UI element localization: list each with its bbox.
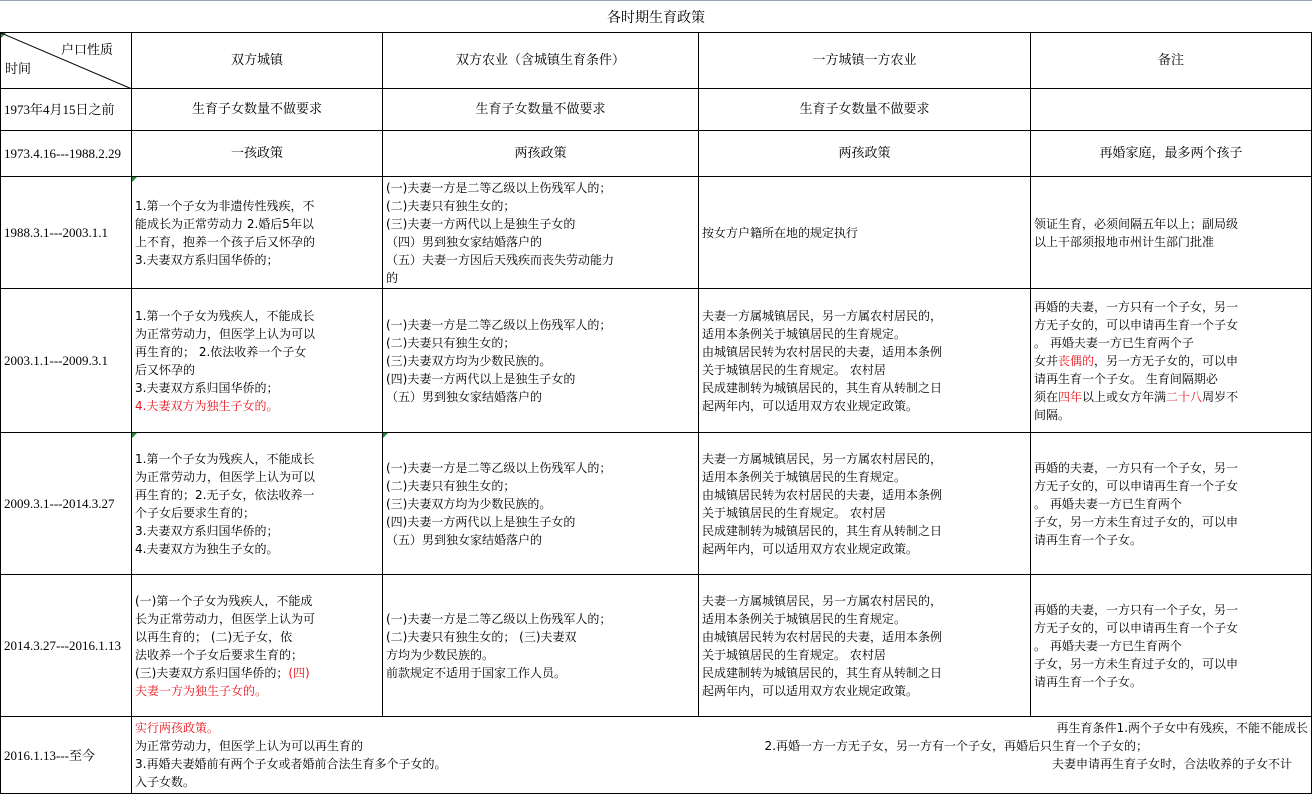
policy-cell[interactable] — [383, 575, 699, 717]
time-cell[interactable]: 1973.4.16---1988.2.29 — [1, 131, 132, 177]
policy-cell[interactable]: 两孩政策 — [699, 131, 1031, 177]
policy-cell[interactable]: 生育子女数量不做要求 — [699, 89, 1031, 131]
merged-line — [135, 719, 1308, 737]
cell-line: 后又怀孕的 — [135, 362, 196, 377]
cell-line — [1034, 388, 1308, 406]
cell-line: 适用本条例关于城镇居民的生育规定。 — [702, 469, 907, 484]
cell-line: (一)夫妻一方是二等乙级以上伤残军人的； — [386, 611, 612, 626]
cell-line: (三)夫妻一方两代以上是独生子女的 — [386, 216, 576, 231]
text-run: 再生育条件1.两个子女中有残疾，不能不能成长 — [1056, 721, 1308, 735]
text-run: 周岁不 — [1202, 389, 1239, 404]
cell-line: 3.夫妻双方系归国华侨的； — [135, 252, 279, 267]
policy-cell[interactable]: 一孩政策 — [132, 131, 383, 177]
policy-cell[interactable] — [699, 433, 1031, 575]
policy-table — [0, 32, 1312, 794]
policy-cell[interactable] — [699, 289, 1031, 433]
policy-cell[interactable] — [132, 433, 383, 575]
text-run: 女并 — [1034, 353, 1059, 368]
merged-line — [135, 755, 1308, 773]
policy-cell[interactable] — [132, 575, 383, 717]
time-cell[interactable]: 1988.3.1---2003.1.1 — [1, 177, 132, 289]
cell-line: 长为正常劳动力，但医学上认为可 — [135, 611, 316, 626]
policy-cell[interactable] — [383, 433, 699, 575]
table-row — [1, 131, 1312, 177]
text-run: ，另一方无子女的，可以申 — [1094, 353, 1239, 368]
cell-line — [135, 664, 379, 682]
notes-cell[interactable] — [1031, 433, 1312, 575]
text-run-highlight: 二十八 — [1166, 389, 1203, 404]
header-col-both-rural[interactable]: 双方农业（含城镇生育条件） — [383, 33, 699, 89]
cell-line: 上不育，抱养一个孩子后又怀孕的 — [135, 234, 316, 249]
cell-line: 由城镇居民转为农村居民的夫妻，适用本条例 — [702, 629, 943, 644]
cell-line: 3.夫妻双方系归国华侨的； — [135, 523, 279, 538]
cell-line-highlight: 4.夫妻双方为独生子女的。 — [135, 398, 279, 413]
cell-line: (二)夫妻只有独生女的； — [386, 198, 516, 213]
cell-line: 再生育的；2.无子女，依法收养一 — [135, 487, 315, 502]
time-cell[interactable]: 2009.3.1---2014.3.27 — [1, 433, 132, 575]
cell-line: 起两年内，可以适用双方农业规定政策。 — [702, 683, 919, 698]
cell-line: 前款规定不适用于国家工作人员。 — [386, 665, 567, 680]
text-run-highlight: 四年 — [1058, 389, 1083, 404]
cell-line: 关于城镇居民的生育规定。 农村居 — [702, 505, 886, 520]
notes-cell[interactable]: 再婚家庭，最多两个孩子 — [1031, 131, 1312, 177]
cell-line: (一)夫妻一方是二等乙级以上伤残军人的； — [386, 317, 612, 332]
cell-line: 关于城镇居民的生育规定。 农村居 — [702, 362, 886, 377]
notes-cell[interactable] — [1031, 177, 1312, 289]
policy-cell[interactable]: 生育子女数量不做要求 — [132, 89, 383, 131]
cell-line: （四）男到独女家结婚落户的 — [386, 234, 543, 249]
merged-policy-cell[interactable] — [132, 717, 1312, 794]
policy-cell[interactable]: 按女方户籍所在地的规定执行 — [699, 177, 1031, 289]
cell-line: 子女，另一方未生育过子女的，可以申 — [1034, 514, 1239, 529]
cell-line: 方均为少数民族的。 — [386, 647, 495, 662]
table-row — [1, 433, 1312, 575]
cell-line: (一)夫妻一方是二等乙级以上伤残军人的； — [386, 460, 612, 475]
text-run-highlight: (四) — [288, 665, 310, 680]
cell-line: 再婚的夫妻，一方只有一个子女，另一 — [1034, 602, 1239, 617]
header-col-notes[interactable]: 备注 — [1031, 33, 1312, 89]
policy-cell[interactable] — [383, 177, 699, 289]
sheet-title: 各时期生育政策 — [0, 0, 1312, 32]
cell-line: 民成建制转为城镇居民的，其生育从转制之日 — [702, 665, 943, 680]
cell-line: 子女，另一方未生育过子女的，可以申 — [1034, 656, 1239, 671]
cell-line: (二)夫妻只有独生女的； — [386, 335, 516, 350]
cell-line: （五）男到独女家结婚落户的 — [386, 532, 543, 547]
policy-cell[interactable]: 生育子女数量不做要求 — [383, 89, 699, 131]
table-row — [1, 289, 1312, 433]
policy-cell[interactable] — [699, 575, 1031, 717]
cell-line: 再生育的； 2.依法收养一个子女 — [135, 344, 307, 359]
cell-line: 4.夫妻双方为独生子女的。 — [135, 541, 279, 556]
cell-line: （五）男到独女家结婚落户的 — [386, 389, 543, 404]
text-run: 须在 — [1034, 389, 1059, 404]
notes-cell[interactable] — [1031, 289, 1312, 433]
cell-line: 1.第一个子女为残疾人，不能成长 — [135, 308, 315, 323]
text-run: 为正常劳动力，但医学上认为可以再生育的 — [135, 739, 364, 753]
cell-line: 以再生育的； (二)无子女，依 — [135, 629, 293, 644]
cell-line: 个子女后要求生育的； — [135, 505, 256, 520]
cell-line: (四)夫妻一方两代以上是独生子女的 — [386, 514, 576, 529]
cell-line: 民成建制转为城镇居民的，其生育从转制之日 — [702, 523, 943, 538]
cell-line: 由城镇居民转为农村居民的夫妻，适用本条例 — [702, 344, 943, 359]
policy-cell[interactable] — [383, 289, 699, 433]
cell-line — [1034, 352, 1308, 370]
cell-line: (一)夫妻一方是二等乙级以上伤残军人的； — [386, 180, 612, 195]
cell-line: 方无子女的，可以申请再生育一个子女 — [1034, 478, 1239, 493]
cell-line: 关于城镇居民的生育规定。 农村居 — [702, 647, 886, 662]
cell-line: 夫妻一方属城镇居民，另一方属农村居民的， — [702, 593, 943, 608]
table-row — [1, 717, 1312, 794]
text-run: 3.再婚夫妻婚前有两个子女或者婚前合法生育多个子女的。 — [135, 757, 447, 771]
comment-marker — [132, 177, 137, 182]
header-col-both-urban[interactable]: 双方城镇 — [132, 33, 383, 89]
time-cell[interactable]: 2003.1.1---2009.3.1 — [1, 289, 132, 433]
cell-line: 领证生育，必须间隔五年以上；副局级 — [1034, 216, 1239, 231]
merged-line: 入子女数。 — [135, 775, 196, 789]
cell-line: 1.第一个子女为非遗传性残疾，不 — [135, 198, 315, 213]
cell-line: (三)夫妻双方均为少数民族的。 — [386, 496, 552, 511]
cell-line: 法收养一个子女后要求生育的； — [135, 647, 304, 662]
cell-line: (四)夫妻一方两代以上是独生子女的 — [386, 371, 576, 386]
cell-line: 为正常劳动力，但医学上认为可以 — [135, 326, 316, 341]
cell-line: 方无子女的，可以申请再生育一个子女 — [1034, 620, 1239, 635]
cell-line: 能成长为正常劳动力 2.婚后5年以 — [135, 216, 314, 231]
cell-line: 。 再婚夫妻一方已生育两个 — [1034, 638, 1182, 653]
policy-cell[interactable]: 两孩政策 — [383, 131, 699, 177]
table-row — [1, 177, 1312, 289]
cell-line: 适用本条例关于城镇居民的生育规定。 — [702, 326, 907, 341]
cell-line: (一)第一个子女为残疾人，不能成 — [135, 593, 313, 608]
merged-line — [135, 737, 1308, 755]
table-row — [1, 89, 1312, 131]
cell-line: 请再生育一个子女。 — [1034, 674, 1143, 689]
text-run: 2.再婚一方一方无子女，另一方有一个子女，再婚后只生育一个子女的； — [764, 739, 1148, 753]
cell-line: 方无子女的，可以申请再生育一个子女 — [1034, 317, 1239, 332]
cell-line: 1.第一个子女为残疾人，不能成长 — [135, 451, 315, 466]
cell-line: 适用本条例关于城镇居民的生育规定。 — [702, 611, 907, 626]
time-cell[interactable]: 2016.1.13---至今 — [1, 717, 132, 794]
cell-line: 为正常劳动力，但医学上认为可以 — [135, 469, 316, 484]
cell-line: 由城镇居民转为农村居民的夫妻，适用本条例 — [702, 487, 943, 502]
text-run: 夫妻申请再生育子女时，合法收养的子女不计 — [1051, 757, 1292, 771]
cell-line: 请再生育一个子女。 — [1034, 532, 1143, 547]
comment-marker — [383, 433, 388, 438]
cell-line: 再婚的夫妻，一方只有一个子女，另一 — [1034, 299, 1239, 314]
cell-line: (三)夫妻双方均为少数民族的。 — [386, 353, 552, 368]
notes-cell[interactable] — [1031, 575, 1312, 717]
corner-label-time: 时间 — [5, 62, 32, 77]
cell-line: 夫妻一方属城镇居民，另一方属农村居民的， — [702, 308, 943, 323]
notes-cell[interactable] — [1031, 89, 1312, 131]
cell-line: 3.夫妻双方系归国华侨的； — [135, 380, 279, 395]
policy-cell[interactable] — [132, 289, 383, 433]
cell-line: 间隔。 — [1034, 407, 1071, 422]
cell-line-highlight: 夫妻一方为独生子女的。 — [135, 683, 268, 698]
cell-line: 的 — [386, 270, 399, 285]
text-run-highlight: 丧偶的 — [1058, 353, 1095, 368]
cell-line: 请再生育一个子女。 生育间隔期必 — [1034, 371, 1218, 386]
cell-line: 民成建制转为城镇居民的，其生育从转制之日 — [702, 380, 943, 395]
text-run-highlight: 实行两孩政策。 — [135, 721, 220, 735]
cell-line: 起两年内，可以适用双方农业规定政策。 — [702, 541, 919, 556]
table-row — [1, 575, 1312, 717]
cell-line: 再婚的夫妻，一方只有一个子女，另一 — [1034, 460, 1239, 475]
header-col-mixed[interactable]: 一方城镇一方农业 — [699, 33, 1031, 89]
text-run: (三)夫妻双方系归国华侨的； — [135, 665, 289, 680]
cell-line: (二)夫妻只有独生女的； (三)夫妻双 — [386, 629, 577, 644]
comment-marker — [132, 433, 137, 438]
cell-line: (二)夫妻只有独生女的； — [386, 478, 516, 493]
text-run: 以上或女方年满 — [1082, 389, 1167, 404]
cell-line: 以上干部须报地市州计生部门批准 — [1034, 234, 1215, 249]
time-cell[interactable]: 2014.3.27---2016.1.13 — [1, 575, 132, 717]
time-cell[interactable]: 1973年4月15日之前 — [1, 89, 132, 131]
policy-cell[interactable] — [132, 177, 383, 289]
cell-line: 。 再婚夫妻一方已生育两个子 — [1034, 335, 1194, 350]
cell-line: 起两年内，可以适用双方农业规定政策。 — [702, 398, 919, 413]
header-row — [1, 33, 1312, 89]
cell-line: 夫妻一方属城镇居民，另一方属农村居民的， — [702, 451, 943, 466]
cell-line: （五）夫妻一方因后天残疾而丧失劳动能力 — [386, 252, 615, 267]
corner-label-household: 户口性质 — [60, 43, 113, 58]
corner-header-cell[interactable] — [1, 33, 132, 89]
cell-line: 。 再婚夫妻一方已生育两个 — [1034, 496, 1182, 511]
